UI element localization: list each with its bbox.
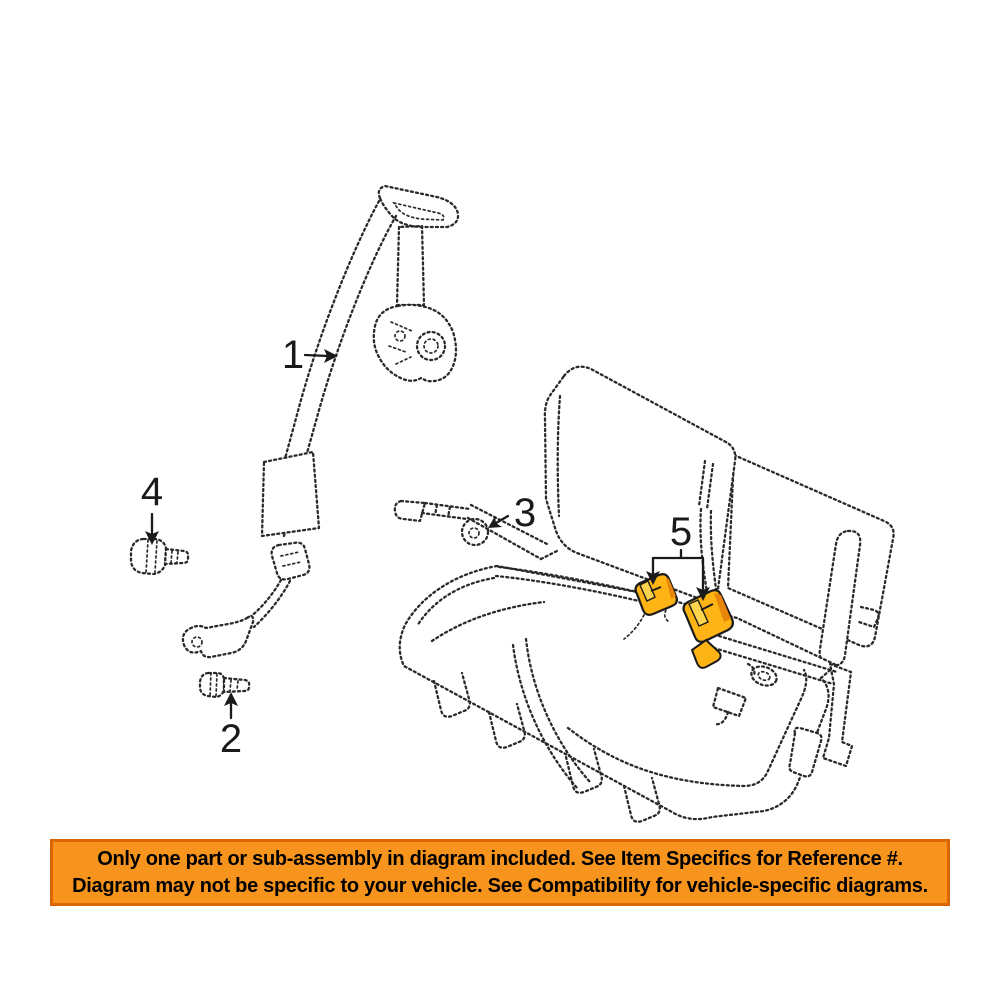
- side-frame: [823, 664, 852, 766]
- callout-1-label: 1: [281, 333, 305, 377]
- callout-3-label: 3: [513, 491, 537, 535]
- washer-part-3: [462, 519, 488, 545]
- callout-3: [488, 491, 536, 535]
- seat-belt-retractor-assembly: [183, 186, 458, 657]
- callout-4-label: 4: [140, 470, 164, 514]
- callout-2: [220, 692, 242, 761]
- seat-leg: [789, 728, 821, 777]
- disclaimer-line-2: Diagram may not be specific to your vehicle. See Compatibility for vehicle-specific diagrams.: [72, 875, 928, 897]
- retractor-strap: [397, 226, 424, 305]
- callout-2-label: 2: [219, 717, 243, 761]
- belt-sleeve: [262, 452, 319, 536]
- belt-guide-loop: [379, 186, 458, 227]
- belt-tongue: [272, 543, 310, 580]
- callout-4: [141, 470, 163, 545]
- disclaimer-line-1: Only one part or sub-assembly in diagram included. See Item Specifics for Reference #.: [97, 848, 903, 870]
- bolt-part-4: [131, 539, 188, 574]
- bolt-part-2: [200, 673, 249, 697]
- disclaimer-banner: [50, 839, 950, 906]
- left-seat-back: [545, 367, 735, 601]
- callout-5-label: 5: [669, 510, 693, 554]
- right-seat-back: [728, 455, 894, 646]
- anchor-bracket: [183, 616, 253, 657]
